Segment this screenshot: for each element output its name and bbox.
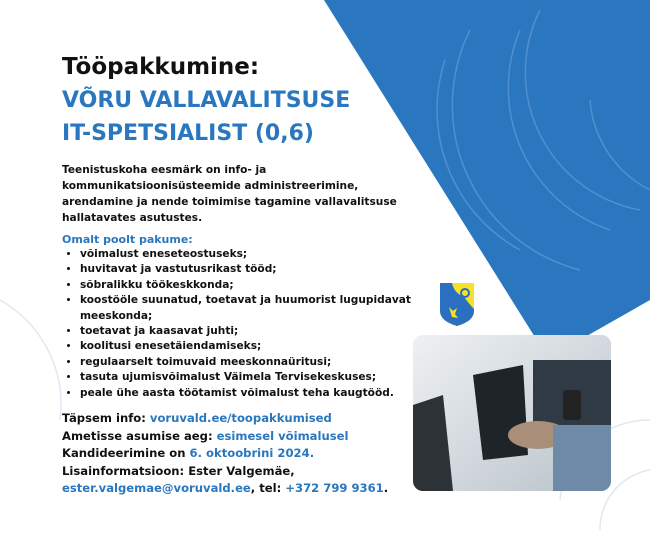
list-item: • huvitavat ja vastutusrikast tööd; — [80, 262, 420, 277]
employer-title: VÕRU VALLAVALITSUSE — [62, 88, 351, 113]
crest-icon — [440, 283, 474, 326]
phone-link[interactable]: +372 799 9361 — [285, 481, 384, 495]
contact-info — [62, 410, 422, 498]
info-label: Täpsem info: — [62, 411, 150, 425]
start-label: Ametisse asumise aeg: — [62, 428, 217, 443]
list-item: • koostööle suunatud, toetavat ja huumorist lugupidavat meeskonda; — [80, 293, 420, 324]
list-item: • koolitusi enesetäiendamiseks; — [80, 339, 420, 354]
contact-person: Lisainformatsioon: Ester Valgemäe, — [62, 463, 295, 478]
email-link[interactable]: ester.valgemae@voruvald.ee — [62, 481, 251, 495]
title-label: Tööpakkumine: — [62, 54, 260, 80]
offer-heading: Omalt poolt pakume: — [62, 233, 193, 246]
position-title: IT-SPETSIALIST (0,6) — [62, 121, 314, 146]
start-value: esimesel võimalusel — [216, 428, 349, 443]
tel-label: , tel: — [250, 481, 286, 495]
list-item: • regulaarselt toimuvaid meeskonnaüritusi; — [80, 355, 420, 370]
laptop-photo — [413, 335, 611, 491]
deadline-label: Kandideerimine on — [62, 446, 190, 460]
offer-list — [62, 247, 420, 401]
info-link[interactable]: voruvald.ee/toopakkumised — [149, 411, 332, 425]
list-item: • võimalust eneseteostuseks; — [80, 247, 420, 262]
list-item: • tasuta ujumisvõimalust Väimela Tervisekeskuses; — [80, 370, 420, 385]
list-item: • toetavat ja kaasavat juhti; — [80, 324, 420, 339]
list-item: • peale ühe aasta töötamist võimalust teha kaugtööd. — [80, 386, 420, 401]
deadline-value: 6. oktoobrini 2024. — [189, 446, 315, 460]
laptop-photo-illustration — [413, 335, 611, 491]
list-item: • sõbralikku töökeskkonda; — [80, 278, 420, 293]
end-punctuation: . — [383, 481, 389, 495]
intro-text: Teenistuskoha eesmärk on info- ja kommunikatsioonisüsteemide administreerimine, arendamine ja nende toimimise tagamine vallavalitsuse hallatavates asutustes. — [62, 164, 397, 224]
